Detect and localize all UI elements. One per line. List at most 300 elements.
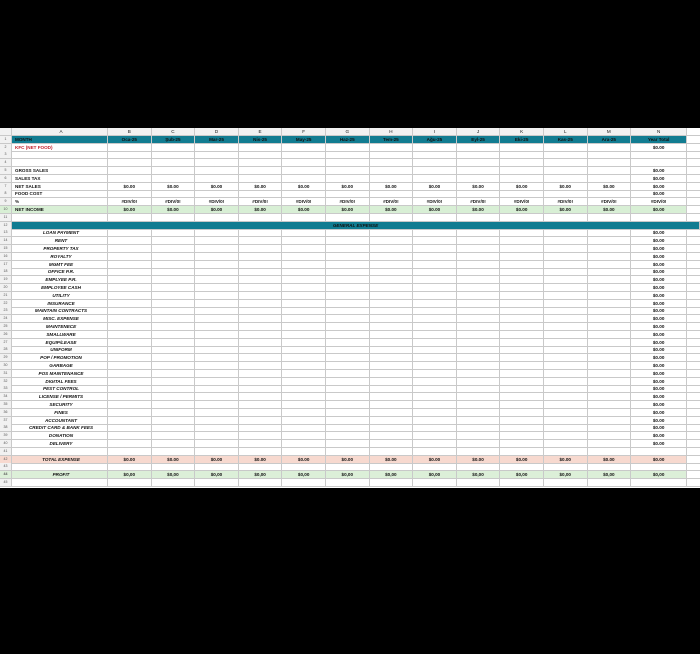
cell[interactable] [239, 432, 283, 439]
cell[interactable] [544, 229, 588, 236]
income-value[interactable] [500, 167, 544, 174]
income-value[interactable] [108, 167, 152, 174]
cell[interactable] [108, 284, 152, 291]
income-value[interactable] [239, 175, 283, 182]
expense-label[interactable]: DELIVERY [12, 440, 108, 447]
cell[interactable] [12, 448, 108, 455]
cell[interactable] [457, 292, 501, 299]
expense-total[interactable]: $0.00 [631, 385, 687, 392]
income-value[interactable] [326, 175, 370, 182]
cell[interactable] [282, 354, 326, 361]
cell[interactable] [370, 370, 414, 377]
cell[interactable] [500, 229, 544, 236]
percent-total[interactable]: #DIV/0! [631, 198, 687, 205]
expense-label[interactable]: LICENSE / PERMITS [12, 393, 108, 400]
percent-value[interactable]: #DIV/0! [152, 198, 196, 205]
cell[interactable] [108, 378, 152, 385]
net-income-value[interactable]: $0.00 [544, 206, 588, 213]
cell[interactable] [457, 214, 501, 221]
income-total[interactable]: $0.00 [631, 175, 687, 182]
net-income-value[interactable]: $0.00 [413, 206, 457, 213]
cell[interactable] [413, 214, 457, 221]
cell[interactable] [108, 354, 152, 361]
cell[interactable] [239, 300, 283, 307]
cell[interactable] [239, 323, 283, 330]
income-value[interactable]: $0.00 [370, 183, 414, 190]
income-value[interactable] [282, 190, 326, 197]
expense-total[interactable]: $0.00 [631, 440, 687, 447]
income-value[interactable] [413, 167, 457, 174]
cell[interactable] [370, 253, 414, 260]
cell[interactable] [239, 307, 283, 314]
cell[interactable] [413, 370, 457, 377]
cell[interactable] [195, 151, 239, 158]
cell[interactable] [152, 159, 196, 166]
total-expense-value[interactable]: $0.00 [588, 456, 632, 463]
expense-total[interactable]: $0.00 [631, 261, 687, 268]
cell[interactable] [500, 417, 544, 424]
cell[interactable] [239, 292, 283, 299]
cell[interactable] [152, 237, 196, 244]
cell[interactable] [413, 300, 457, 307]
cell[interactable] [326, 307, 370, 314]
cell[interactable] [413, 261, 457, 268]
profit-value[interactable]: $0,00 [500, 471, 544, 478]
cell[interactable] [413, 346, 457, 353]
cell[interactable] [500, 409, 544, 416]
cell[interactable] [370, 424, 414, 431]
cell[interactable] [326, 362, 370, 369]
cell[interactable] [239, 253, 283, 260]
cell[interactable] [108, 331, 152, 338]
corner-cell[interactable] [0, 128, 12, 135]
cell[interactable] [413, 339, 457, 346]
income-label[interactable]: GROSS SALES [12, 167, 108, 174]
cell[interactable] [413, 307, 457, 314]
income-value[interactable]: $0.00 [282, 183, 326, 190]
cell[interactable] [108, 401, 152, 408]
net-income-value[interactable]: $0.00 [152, 206, 196, 213]
month-header[interactable]: Tem-25 [370, 136, 414, 143]
cell[interactable] [544, 385, 588, 392]
income-value[interactable] [544, 175, 588, 182]
cell[interactable] [413, 284, 457, 291]
cell[interactable] [326, 292, 370, 299]
income-total[interactable]: $0.00 [631, 183, 687, 190]
profit-value[interactable]: $0,00 [152, 471, 196, 478]
cell[interactable] [239, 261, 283, 268]
cell[interactable] [326, 385, 370, 392]
net-income-value[interactable]: $0.00 [195, 206, 239, 213]
income-value[interactable]: $0.00 [413, 183, 457, 190]
net-income-value[interactable]: $0.00 [588, 206, 632, 213]
cell[interactable] [282, 237, 326, 244]
cell[interactable] [326, 151, 370, 158]
cell[interactable] [195, 362, 239, 369]
cell[interactable] [195, 261, 239, 268]
cell[interactable] [588, 261, 632, 268]
cell[interactable] [544, 432, 588, 439]
expense-total[interactable]: $0.00 [631, 245, 687, 252]
percent-value[interactable]: #DIV/0! [413, 198, 457, 205]
profit-value[interactable]: $0,00 [413, 471, 457, 478]
cell[interactable] [370, 432, 414, 439]
expense-total[interactable]: $0.00 [631, 292, 687, 299]
cell[interactable] [457, 307, 501, 314]
cell[interactable] [239, 448, 283, 455]
cell[interactable] [500, 378, 544, 385]
cell[interactable] [370, 315, 414, 322]
cell[interactable] [239, 276, 283, 283]
profit-value[interactable]: $0,00 [544, 471, 588, 478]
cell[interactable] [370, 448, 414, 455]
income-value[interactable] [108, 190, 152, 197]
net-income-value[interactable]: $0.00 [370, 206, 414, 213]
cell[interactable] [370, 268, 414, 275]
expense-total[interactable]: $0.00 [631, 268, 687, 275]
cell[interactable] [588, 144, 632, 151]
cell[interactable] [108, 417, 152, 424]
cell[interactable] [500, 479, 544, 486]
cell[interactable] [152, 385, 196, 392]
cell[interactable] [195, 315, 239, 322]
cell[interactable] [588, 354, 632, 361]
cell[interactable] [195, 432, 239, 439]
percent-value[interactable]: #DIV/0! [457, 198, 501, 205]
column-letter[interactable]: N [631, 128, 687, 135]
total-expense-label[interactable]: TOTAL EXPENSE [12, 456, 108, 463]
income-value[interactable] [413, 190, 457, 197]
cell[interactable] [152, 300, 196, 307]
cell[interactable] [326, 378, 370, 385]
cell[interactable] [500, 276, 544, 283]
cell[interactable] [588, 479, 632, 486]
cell[interactable] [588, 323, 632, 330]
cell[interactable] [195, 370, 239, 377]
cell[interactable] [239, 354, 283, 361]
cell[interactable] [195, 409, 239, 416]
cell[interactable] [108, 151, 152, 158]
cell[interactable] [500, 144, 544, 151]
cell[interactable] [152, 362, 196, 369]
income-label[interactable]: SALES TAX [12, 175, 108, 182]
expense-label[interactable]: MGMT FEE [12, 261, 108, 268]
income-value[interactable]: $0.00 [239, 183, 283, 190]
cell[interactable] [457, 417, 501, 424]
cell[interactable] [588, 393, 632, 400]
column-letter[interactable]: G [326, 128, 370, 135]
month-label[interactable]: MONTH [12, 136, 108, 143]
cell[interactable] [239, 284, 283, 291]
expense-total[interactable]: $0.00 [631, 315, 687, 322]
cell[interactable] [326, 370, 370, 377]
cell[interactable] [544, 261, 588, 268]
cell[interactable] [588, 409, 632, 416]
year-total-header[interactable]: Year Total [631, 136, 687, 143]
cell[interactable] [282, 245, 326, 252]
cell[interactable] [457, 284, 501, 291]
income-label[interactable]: NET SALES [12, 183, 108, 190]
cell[interactable] [326, 284, 370, 291]
cell[interactable] [152, 346, 196, 353]
cell[interactable] [588, 401, 632, 408]
cell[interactable] [108, 245, 152, 252]
cell[interactable] [500, 159, 544, 166]
cell[interactable] [588, 284, 632, 291]
expense-total[interactable]: $0.00 [631, 229, 687, 236]
net-income-total[interactable]: $0.00 [631, 206, 687, 213]
cell[interactable] [239, 346, 283, 353]
cell[interactable] [413, 448, 457, 455]
cell[interactable] [195, 354, 239, 361]
cell[interactable] [588, 253, 632, 260]
profit-label[interactable]: PROFIT [12, 471, 108, 478]
cell[interactable] [500, 261, 544, 268]
cell[interactable] [108, 307, 152, 314]
cell[interactable] [195, 440, 239, 447]
cell[interactable] [544, 268, 588, 275]
cell[interactable] [326, 331, 370, 338]
column-letter[interactable]: H [370, 128, 414, 135]
cell[interactable] [282, 417, 326, 424]
cell[interactable] [108, 237, 152, 244]
cell[interactable] [326, 346, 370, 353]
cell[interactable] [370, 214, 414, 221]
cell[interactable] [239, 245, 283, 252]
cell[interactable] [326, 268, 370, 275]
cell[interactable] [152, 229, 196, 236]
profit-value[interactable]: $0,00 [588, 471, 632, 478]
cell[interactable] [326, 253, 370, 260]
cell[interactable] [544, 253, 588, 260]
cell[interactable] [413, 237, 457, 244]
cell[interactable] [108, 253, 152, 260]
income-total[interactable]: $0.00 [631, 167, 687, 174]
cell[interactable] [544, 151, 588, 158]
month-header[interactable]: Şub-25 [152, 136, 196, 143]
percent-value[interactable]: #DIV/0! [108, 198, 152, 205]
cell[interactable] [282, 276, 326, 283]
cell[interactable] [631, 463, 687, 470]
cell[interactable] [152, 409, 196, 416]
cell[interactable] [413, 292, 457, 299]
cell[interactable] [108, 159, 152, 166]
cell[interactable] [544, 378, 588, 385]
income-value[interactable] [370, 190, 414, 197]
cell[interactable] [108, 479, 152, 486]
cell[interactable] [195, 214, 239, 221]
expense-label[interactable]: LOAN PAYMENT [12, 229, 108, 236]
cell[interactable] [152, 253, 196, 260]
cell[interactable] [544, 245, 588, 252]
cell[interactable] [326, 300, 370, 307]
cell[interactable] [152, 378, 196, 385]
month-header[interactable]: Ağu-25 [413, 136, 457, 143]
expense-total[interactable]: $0.00 [631, 354, 687, 361]
cell[interactable] [457, 378, 501, 385]
cell[interactable] [282, 378, 326, 385]
cell[interactable] [282, 401, 326, 408]
cell[interactable] [195, 245, 239, 252]
expense-total[interactable]: $0.00 [631, 237, 687, 244]
profit-value[interactable]: $0,00 [370, 471, 414, 478]
column-letter[interactable]: E [239, 128, 283, 135]
income-value[interactable] [370, 167, 414, 174]
total-expense-value[interactable]: $0.00 [413, 456, 457, 463]
cell[interactable] [370, 385, 414, 392]
column-letter[interactable]: J [457, 128, 501, 135]
expense-label[interactable]: EMPLYEE P.R. [12, 276, 108, 283]
column-letter[interactable]: A [12, 128, 108, 135]
income-value[interactable]: $0.00 [152, 183, 196, 190]
cell[interactable] [457, 385, 501, 392]
cell[interactable] [370, 409, 414, 416]
expense-total[interactable]: $0.00 [631, 393, 687, 400]
cell[interactable] [413, 315, 457, 322]
month-header[interactable]: Eyl-25 [457, 136, 501, 143]
cell[interactable] [195, 424, 239, 431]
cell[interactable] [282, 292, 326, 299]
total-expense-total[interactable]: $0.00 [631, 456, 687, 463]
cell[interactable] [457, 463, 501, 470]
expense-total[interactable]: $0.00 [631, 346, 687, 353]
income-value[interactable] [326, 167, 370, 174]
cell[interactable] [457, 300, 501, 307]
cell[interactable] [326, 144, 370, 151]
cell[interactable] [370, 362, 414, 369]
cell[interactable] [370, 307, 414, 314]
cell[interactable] [108, 268, 152, 275]
cell[interactable] [544, 354, 588, 361]
cell[interactable] [544, 315, 588, 322]
net-income-value[interactable]: $0.00 [282, 206, 326, 213]
profit-value[interactable]: $0,00 [239, 471, 283, 478]
cell[interactable] [457, 479, 501, 486]
cell[interactable] [108, 370, 152, 377]
cell[interactable] [282, 424, 326, 431]
cell[interactable] [282, 144, 326, 151]
cell[interactable] [544, 393, 588, 400]
cell[interactable] [239, 378, 283, 385]
cell[interactable] [239, 385, 283, 392]
cell[interactable] [500, 385, 544, 392]
cell[interactable] [457, 323, 501, 330]
cell[interactable] [588, 432, 632, 439]
expense-label[interactable]: UNIFORM [12, 346, 108, 353]
cell[interactable] [588, 268, 632, 275]
expense-label[interactable]: MISC. EXPENSE [12, 315, 108, 322]
expense-total[interactable]: $0.00 [631, 424, 687, 431]
total-expense-value[interactable]: $0.00 [282, 456, 326, 463]
cell[interactable] [326, 237, 370, 244]
month-header[interactable]: Kas-25 [544, 136, 588, 143]
cell[interactable] [457, 393, 501, 400]
cell[interactable] [370, 159, 414, 166]
cell[interactable] [500, 245, 544, 252]
income-value[interactable] [544, 190, 588, 197]
income-value[interactable] [588, 167, 632, 174]
cell[interactable] [457, 276, 501, 283]
net-income-value[interactable]: $0.00 [457, 206, 501, 213]
cell[interactable] [500, 315, 544, 322]
cell[interactable] [282, 253, 326, 260]
total-expense-value[interactable]: $0.00 [500, 456, 544, 463]
expense-total[interactable]: $0.00 [631, 417, 687, 424]
net-income-value[interactable]: $0.00 [500, 206, 544, 213]
cell[interactable] [500, 362, 544, 369]
cell[interactable] [108, 440, 152, 447]
expense-label[interactable]: EMPLOYEE CASH [12, 284, 108, 291]
cell[interactable] [413, 385, 457, 392]
cell[interactable] [195, 229, 239, 236]
cell[interactable] [282, 370, 326, 377]
cell[interactable] [588, 385, 632, 392]
cell[interactable] [500, 307, 544, 314]
cell[interactable] [544, 144, 588, 151]
cell[interactable] [282, 409, 326, 416]
cell[interactable] [108, 276, 152, 283]
cell[interactable] [457, 331, 501, 338]
expense-total[interactable]: $0.00 [631, 432, 687, 439]
expense-total[interactable]: $0.00 [631, 362, 687, 369]
cell[interactable] [370, 300, 414, 307]
income-value[interactable] [544, 167, 588, 174]
cell[interactable] [12, 479, 108, 486]
income-value[interactable] [413, 175, 457, 182]
month-header[interactable]: May-25 [282, 136, 326, 143]
income-value[interactable] [282, 167, 326, 174]
cell[interactable] [457, 245, 501, 252]
expense-total[interactable]: $0.00 [631, 409, 687, 416]
cell[interactable] [457, 268, 501, 275]
cell[interactable] [500, 323, 544, 330]
expense-label[interactable]: MAINTAIN CONTRACTS [12, 307, 108, 314]
cell[interactable] [457, 339, 501, 346]
cell[interactable] [326, 159, 370, 166]
cell[interactable] [108, 323, 152, 330]
income-value[interactable] [457, 167, 501, 174]
expense-label[interactable]: CREDIT CARD & BANK FEES [12, 424, 108, 431]
cell[interactable] [239, 424, 283, 431]
income-value[interactable] [239, 167, 283, 174]
cell[interactable] [413, 229, 457, 236]
cell[interactable] [282, 261, 326, 268]
kfc-total[interactable]: $0.00 [631, 144, 687, 151]
cell[interactable] [370, 229, 414, 236]
net-income-value[interactable]: $0.00 [108, 206, 152, 213]
cell[interactable] [370, 144, 414, 151]
month-header[interactable]: Nis-25 [239, 136, 283, 143]
cell[interactable] [108, 432, 152, 439]
cell[interactable] [413, 463, 457, 470]
cell[interactable] [588, 229, 632, 236]
cell[interactable] [457, 346, 501, 353]
cell[interactable] [152, 268, 196, 275]
cell[interactable] [108, 409, 152, 416]
column-letter[interactable]: D [195, 128, 239, 135]
income-value[interactable]: $0.00 [544, 183, 588, 190]
cell[interactable] [282, 362, 326, 369]
cell[interactable] [413, 440, 457, 447]
cell[interactable] [195, 307, 239, 314]
cell[interactable] [500, 284, 544, 291]
cell[interactable] [588, 346, 632, 353]
income-value[interactable] [239, 190, 283, 197]
cell[interactable] [500, 151, 544, 158]
cell[interactable] [588, 292, 632, 299]
cell[interactable] [239, 151, 283, 158]
cell[interactable] [108, 315, 152, 322]
